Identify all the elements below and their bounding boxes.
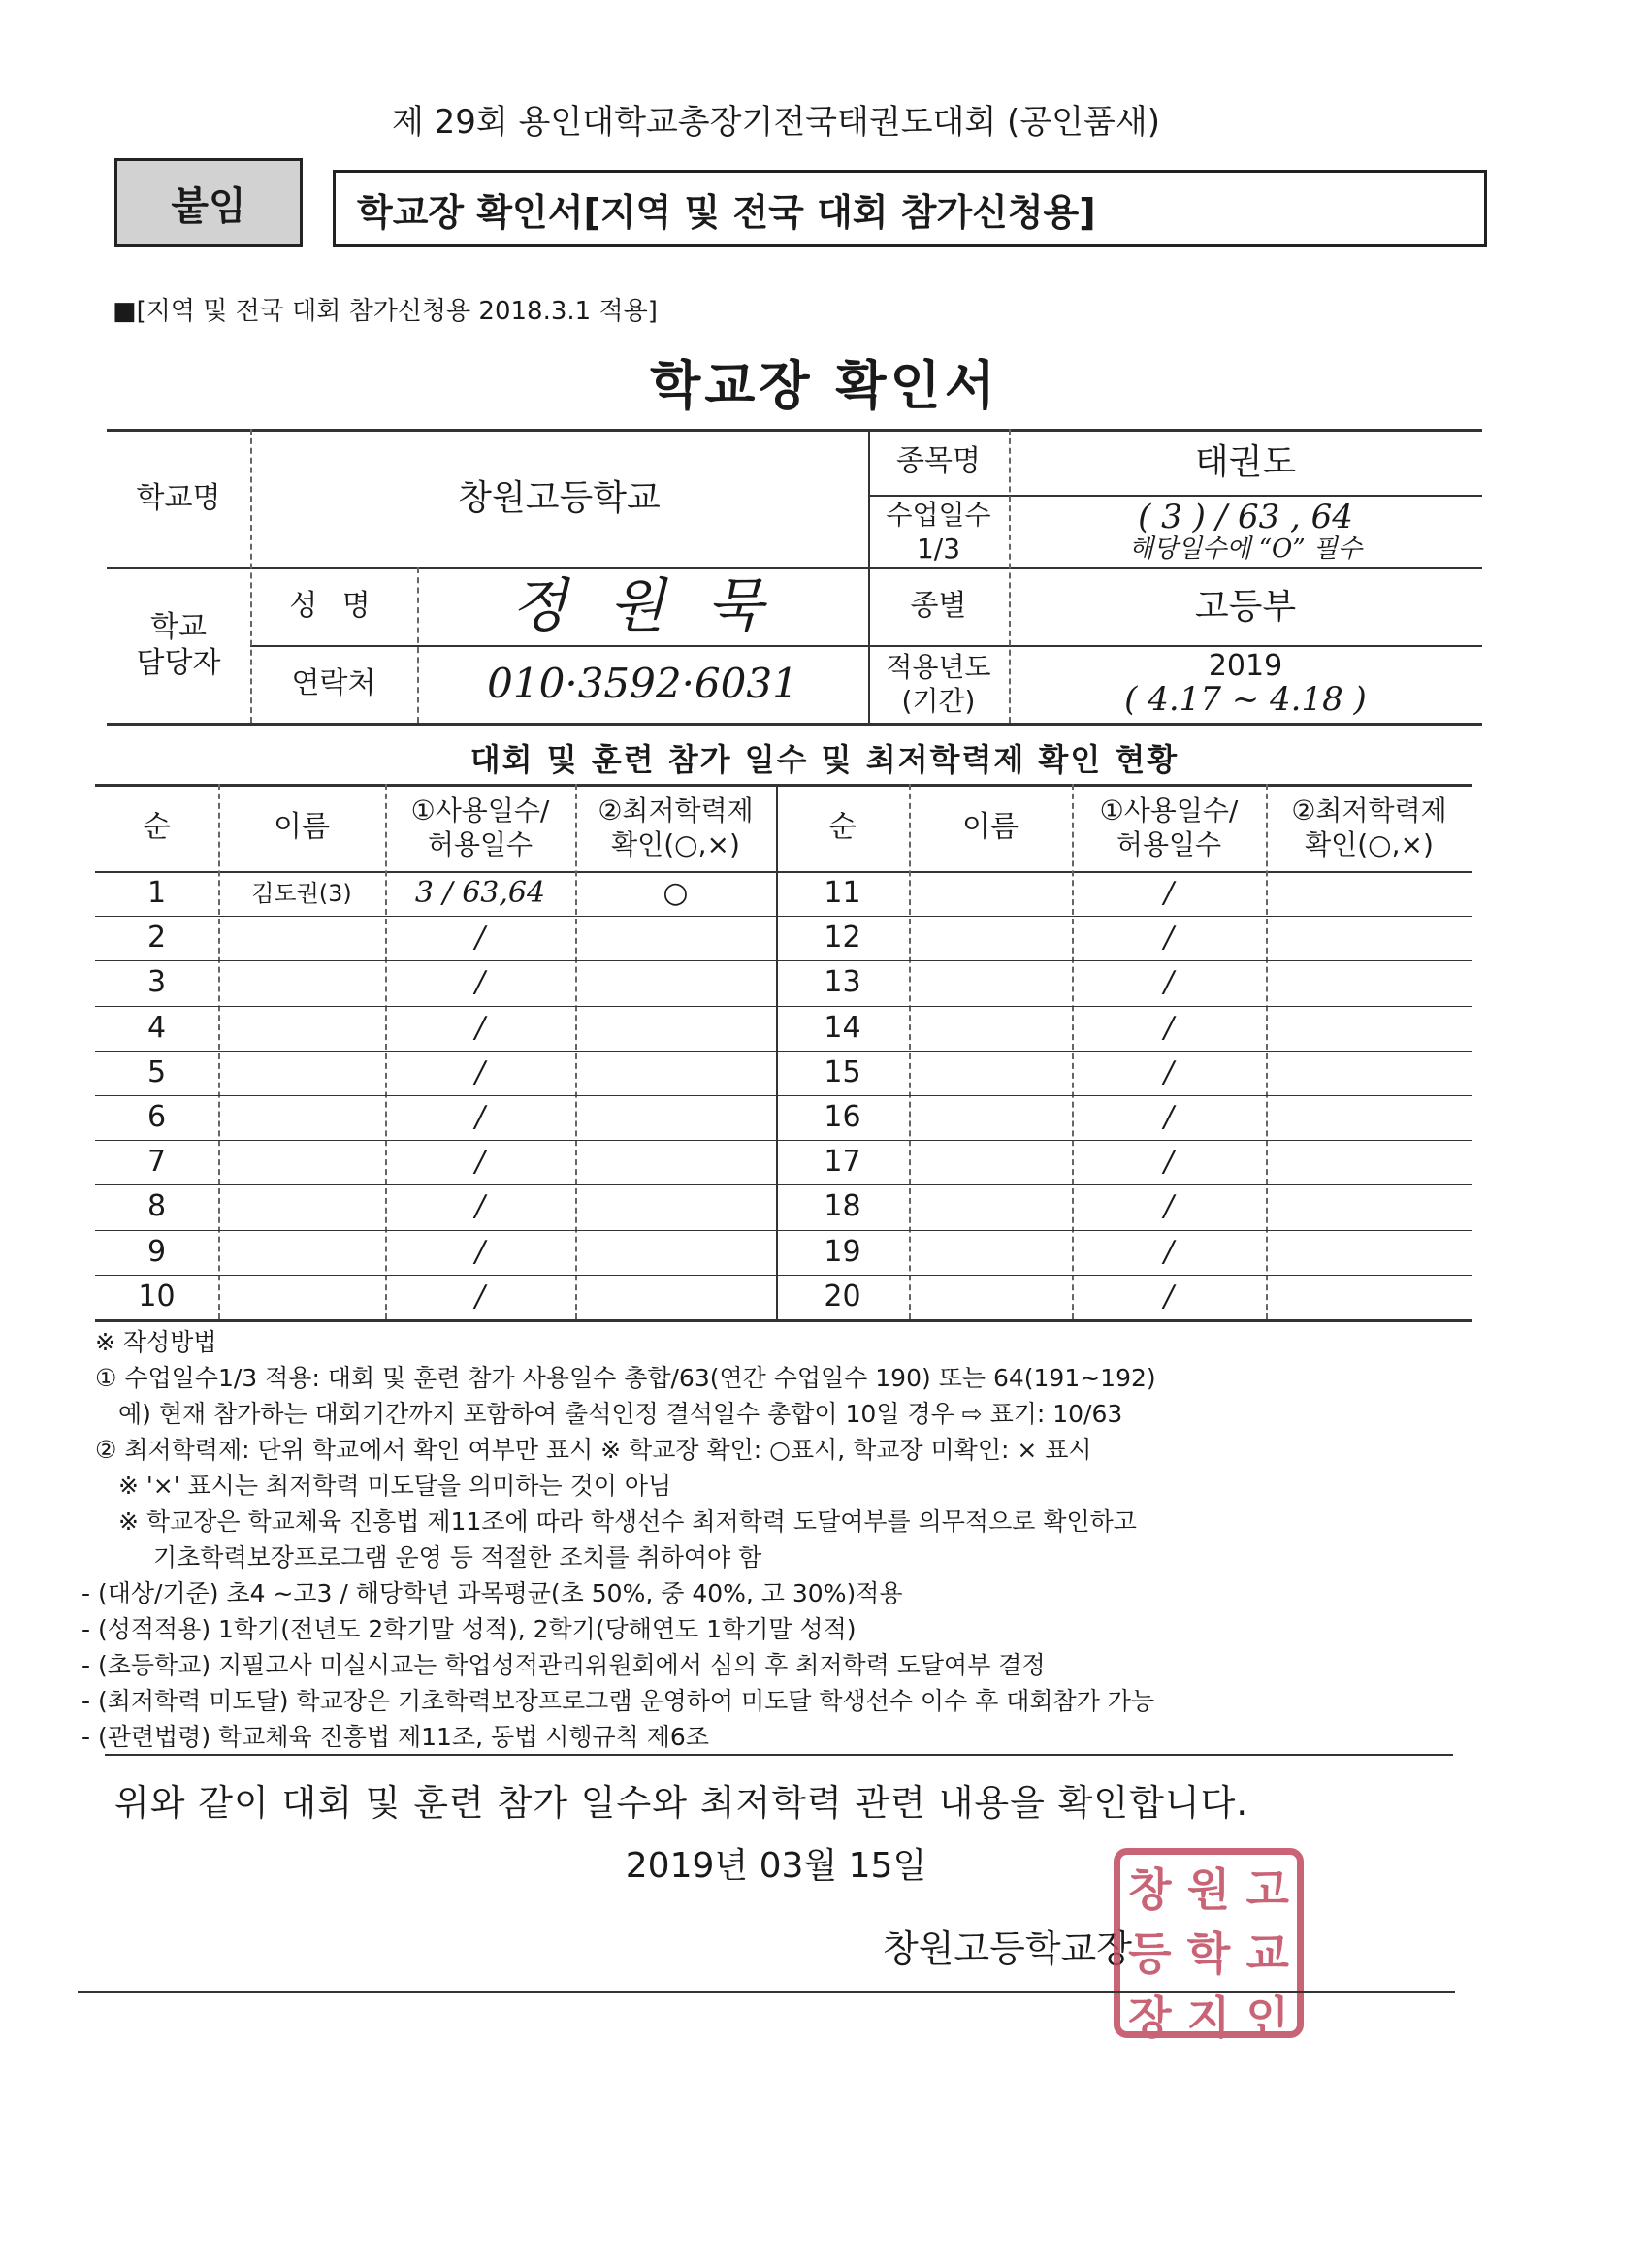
header-days-right-line2: 허용일수 bbox=[1116, 828, 1222, 860]
header-days-right-line1: ①사용일수/ bbox=[1099, 794, 1239, 826]
note-line: - (성적적용) 1학기(전년도 2학기말 성적), 2학기(당해연도 1학기말 성적) bbox=[81, 1615, 857, 1643]
row-no-cell: 14 bbox=[824, 1011, 861, 1046]
row-check-cell bbox=[575, 1275, 776, 1319]
row-no-cell: 13 bbox=[824, 965, 861, 1000]
year-label-line2: (기간) bbox=[901, 685, 976, 717]
days-label bbox=[868, 495, 1009, 567]
seal-char: 지 bbox=[1186, 1992, 1231, 2044]
issue-date: 2019년 03월 15일 bbox=[625, 1846, 927, 1886]
row-name-cell bbox=[909, 1095, 1072, 1140]
header-days-left-line1: ①사용일수/ bbox=[410, 794, 550, 826]
row-no-cell: 3 bbox=[146, 965, 167, 1000]
seal-char: 교 bbox=[1245, 1928, 1289, 1980]
year-label bbox=[868, 645, 1009, 723]
apply-note: ■[지역 및 전국 대회 참가신청용 2018.3.1 적용] bbox=[113, 297, 658, 326]
row-name-cell bbox=[218, 1006, 385, 1051]
row-check-cell bbox=[575, 1006, 776, 1051]
school-value: 창원고등학교 bbox=[458, 478, 661, 518]
row-check-cell bbox=[1266, 1230, 1472, 1275]
row-name-cell bbox=[909, 1140, 1072, 1184]
row-check-cell bbox=[575, 1230, 776, 1275]
row-check-cell bbox=[1266, 1140, 1472, 1184]
notes-heading: ※ 작성방법 bbox=[95, 1328, 217, 1356]
row-days-cell: / bbox=[474, 1235, 486, 1270]
header-no-left: 순 bbox=[143, 810, 171, 845]
row-check-cell bbox=[1266, 1275, 1472, 1319]
row-name-cell bbox=[218, 1095, 385, 1140]
note-line: ※ '×' 표시는 최저학력 미도달을 의미하는 것이 아님 bbox=[118, 1472, 672, 1500]
row-check-cell bbox=[575, 1095, 776, 1140]
signer: 창원고등학교장 bbox=[883, 1928, 1132, 1970]
seal-char: 원 bbox=[1186, 1863, 1231, 1916]
days-label-line1: 수업일수 bbox=[886, 498, 991, 531]
seal-char: 학 bbox=[1186, 1928, 1231, 1980]
school-label: 학교명 bbox=[136, 480, 221, 515]
row-days-cell: / bbox=[474, 921, 486, 956]
row-no-cell: 20 bbox=[824, 1280, 861, 1314]
row-name-cell bbox=[909, 1275, 1072, 1319]
seal-char: 창 bbox=[1128, 1863, 1172, 1916]
row-days-cell: / bbox=[1163, 1235, 1175, 1270]
row-check-cell bbox=[1266, 1184, 1472, 1229]
row-check-cell bbox=[1266, 1006, 1472, 1051]
seal-char: 장 bbox=[1128, 1992, 1172, 2044]
banner-title-box bbox=[333, 170, 1487, 247]
row-days-cell: / bbox=[1163, 1280, 1175, 1314]
row-no-cell: 4 bbox=[146, 1011, 167, 1046]
row-days-cell: / bbox=[474, 1011, 486, 1046]
row-name-cell bbox=[218, 1140, 385, 1184]
header-days-left bbox=[385, 784, 575, 871]
row-check-cell: ○ bbox=[663, 876, 689, 911]
row-no-cell: 7 bbox=[146, 1145, 167, 1180]
row-no-cell: 17 bbox=[824, 1145, 861, 1180]
table-title: 대회 및 훈련 참가 일수 및 최저학력제 확인 현황 bbox=[469, 741, 1180, 778]
header-check-left-line1: ②최저학력제 bbox=[598, 794, 754, 826]
school-seal bbox=[1114, 1848, 1304, 2044]
note-line: ② 최저학력제: 단위 학교에서 확인 여부만 표시 ※ 학교장 확인: ○표시, 학교장 미확인: × 표시 bbox=[95, 1436, 1092, 1464]
row-days-cell: / bbox=[1163, 1100, 1175, 1135]
header-days-right bbox=[1072, 784, 1266, 871]
row-name-cell bbox=[218, 1051, 385, 1095]
days-value-cell bbox=[1009, 495, 1482, 567]
note-line: - (최저학력 미도달) 학교장은 기초학력보장프로그램 운영하여 미도달 학생선수 이수 후 대회참가 가능 bbox=[81, 1687, 1155, 1715]
row-days-cell: / bbox=[1163, 1055, 1175, 1090]
row-days-cell: / bbox=[1163, 965, 1175, 1000]
row-no-cell: 19 bbox=[824, 1235, 861, 1270]
note-line: 예) 현재 참가하는 대회기간까지 포함하여 출석인정 결석일수 총합이 10일 경우 ⇨ 표기: 10/63 bbox=[118, 1400, 1123, 1428]
row-days-cell: / bbox=[474, 1055, 486, 1090]
header-name-left: 이름 bbox=[274, 810, 330, 845]
period-value: ( 4.17 ~ 4.18 ) bbox=[1124, 679, 1367, 719]
main-title: 학교장 확인서 bbox=[650, 355, 999, 416]
row-name-cell: 김도권(3) bbox=[251, 880, 352, 907]
row-name-cell bbox=[909, 1184, 1072, 1229]
row-days-cell: / bbox=[1163, 921, 1175, 956]
row-check-cell bbox=[1266, 1051, 1472, 1095]
row-days-cell: / bbox=[474, 1280, 486, 1314]
row-name-cell bbox=[909, 1006, 1072, 1051]
header-no-right: 순 bbox=[828, 810, 857, 845]
row-days-cell: / bbox=[1163, 876, 1175, 911]
row-days-cell: / bbox=[1163, 1011, 1175, 1046]
contact-value: 010·3592·6031 bbox=[487, 659, 798, 707]
days-value: ( 3 ) / 63 , 64 bbox=[1138, 497, 1353, 536]
row-check-cell bbox=[1266, 1095, 1472, 1140]
row-days-cell: / bbox=[474, 1145, 486, 1180]
row-no-cell: 6 bbox=[146, 1100, 167, 1135]
row-days-cell: / bbox=[474, 1100, 486, 1135]
row-no-cell: 12 bbox=[824, 921, 861, 956]
appendix-label: 붙임 bbox=[171, 183, 246, 229]
row-days-cell: / bbox=[474, 965, 486, 1000]
row-check-cell bbox=[575, 1184, 776, 1229]
header-check-right-line2: 확인(○,×) bbox=[1305, 828, 1434, 860]
row-name-cell bbox=[909, 1230, 1072, 1275]
name-label: 성 명 bbox=[289, 589, 378, 624]
row-no-cell: 11 bbox=[824, 876, 861, 911]
row-name-cell bbox=[218, 1275, 385, 1319]
row-check-cell bbox=[575, 960, 776, 1005]
note-line: ※ 학교장은 학교체육 진흥법 제11조에 따라 학생선수 최저학력 도달여부를 의무적으로 확인하고 bbox=[118, 1507, 1137, 1536]
row-name-cell bbox=[909, 1051, 1072, 1095]
contact-label: 연락처 bbox=[291, 666, 376, 701]
row-name-cell bbox=[909, 871, 1072, 916]
row-no-cell: 2 bbox=[146, 921, 167, 956]
row-no-cell: 9 bbox=[146, 1235, 167, 1270]
row-check-cell bbox=[575, 1140, 776, 1184]
year-value: 2019 bbox=[1208, 648, 1283, 683]
notes-section bbox=[81, 1324, 1511, 1755]
seal-char: 고 bbox=[1245, 1863, 1289, 1916]
row-days-cell: / bbox=[1163, 1145, 1175, 1180]
row-no-cell: 16 bbox=[824, 1100, 861, 1135]
row-days-cell: / bbox=[1163, 1189, 1175, 1224]
header-days-left-line2: 허용일수 bbox=[427, 828, 534, 860]
header-check-right bbox=[1266, 784, 1472, 871]
event-value: 태권도 bbox=[1194, 441, 1297, 482]
note-line: ① 수업일수1/3 적용: 대회 및 훈련 참가 사용일수 총합/63(연간 수업일수 190) 또는 64(191~192) bbox=[95, 1364, 1156, 1392]
row-days-cell: 3 / 63,64 bbox=[414, 876, 546, 911]
row-name-cell bbox=[218, 1184, 385, 1229]
row-check-cell bbox=[1266, 960, 1472, 1005]
header-name-right: 이름 bbox=[962, 810, 1018, 845]
row-name-cell bbox=[218, 916, 385, 960]
note-line: 기초학력보장프로그램 운영 등 적절한 조치를 취하여야 함 bbox=[153, 1543, 762, 1571]
note-line: - (대상/기준) 초4 ~고3 / 해당학년 과목평균(초 50%, 중 40%, 고 30%)적용 bbox=[81, 1579, 903, 1607]
division-label: 종별 bbox=[910, 589, 967, 624]
days-note: 해당일수에 “O” 필수 bbox=[1128, 534, 1363, 564]
row-check-cell bbox=[1266, 871, 1472, 916]
manager-label-line1: 학교 bbox=[150, 609, 207, 644]
row-name-cell bbox=[909, 916, 1072, 960]
row-check-cell bbox=[1266, 916, 1472, 960]
row-no-cell: 18 bbox=[824, 1189, 861, 1224]
manager-label-line2: 담당자 bbox=[136, 646, 221, 680]
event-label: 종목명 bbox=[896, 444, 981, 479]
row-no-cell: 5 bbox=[146, 1055, 167, 1090]
seal-char: 인 bbox=[1245, 1992, 1289, 2044]
appendix-label-box bbox=[114, 158, 303, 247]
header-check-left-line2: 확인(○,×) bbox=[611, 828, 740, 860]
row-no-cell: 1 bbox=[146, 876, 167, 911]
manager-label bbox=[107, 567, 250, 723]
row-no-cell: 15 bbox=[824, 1055, 861, 1090]
division-value: 고등부 bbox=[1194, 586, 1297, 627]
row-name-cell bbox=[218, 960, 385, 1005]
top-title: 제 29회 용인대학교총장기전국태권도대회 (공인품새) bbox=[392, 103, 1160, 142]
year-cell bbox=[1009, 645, 1482, 723]
row-no-cell: 8 bbox=[146, 1189, 167, 1224]
row-check-cell bbox=[575, 1051, 776, 1095]
header-check-left bbox=[575, 784, 776, 871]
row-no-cell: 10 bbox=[138, 1280, 176, 1314]
row-name-cell bbox=[909, 960, 1072, 1005]
row-check-cell bbox=[575, 916, 776, 960]
days-label-line2: 1/3 bbox=[916, 532, 961, 565]
confirm-text: 위와 같이 대회 및 훈련 참가 일수와 최저학력 관련 내용을 확인합니다. bbox=[114, 1782, 1249, 1824]
row-name-cell bbox=[218, 1230, 385, 1275]
seal-char: 등 bbox=[1128, 1928, 1172, 1980]
year-label-line1: 적용년도 bbox=[886, 651, 991, 683]
banner-title: 학교장 확인서[지역 및 전국 대회 참가신청용] bbox=[357, 190, 1096, 234]
row-days-cell: / bbox=[474, 1189, 486, 1224]
note-line: - (관련법령) 학교체육 진흥법 제11조, 동법 시행규칙 제6조 bbox=[81, 1723, 709, 1751]
note-line: - (초등학교) 지필고사 미실시교는 학업성적관리위원회에서 심의 후 최저학력 도달여부 결정 bbox=[81, 1651, 1046, 1679]
name-value: 정 원 묵 bbox=[510, 571, 775, 640]
header-check-right-line1: ②최저학력제 bbox=[1291, 794, 1447, 826]
